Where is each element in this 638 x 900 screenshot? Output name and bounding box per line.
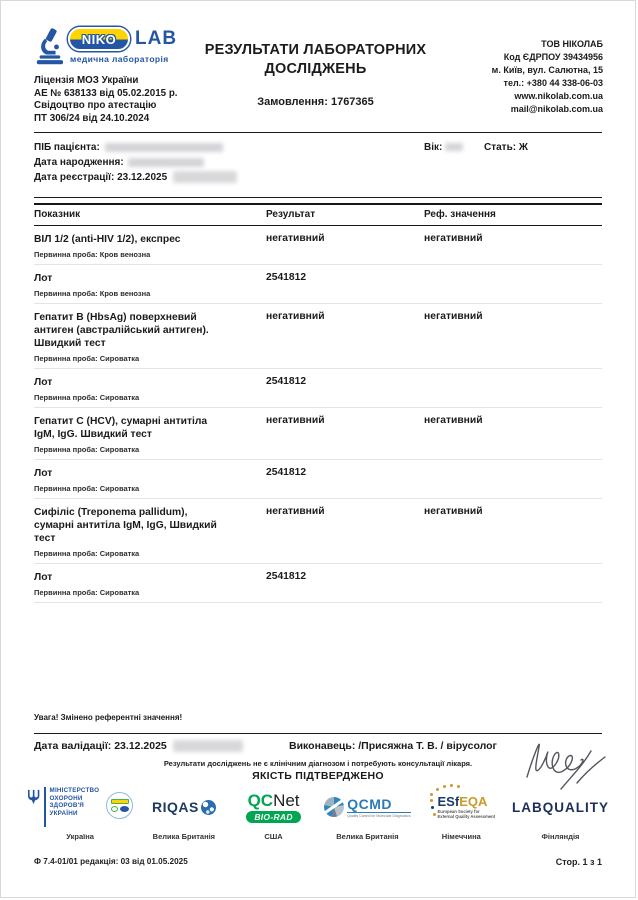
table-row (34, 226, 602, 265)
text-line: Ліцензія МОЗ України (34, 75, 139, 86)
text-line: Свідоцтво про атестацію (34, 100, 157, 111)
esfeqa-tagline-line1: European Society for (437, 808, 480, 814)
esfeqa-stars-icon (430, 793, 433, 796)
test-name: Гепатит C (HCV), сумарні антитіла IgM, IgG. Швидкий тест (34, 416, 208, 440)
qcnet-net-text: Net (273, 790, 300, 810)
column-header-ref: Реф. значення (424, 209, 496, 220)
page-number: Стор. 1 з 1 (555, 857, 602, 867)
table-body (34, 226, 602, 603)
registration-date: 23.12.2025 (117, 172, 168, 183)
qcmd-swirl-icon (324, 797, 344, 817)
test-result: 2541812 (266, 272, 307, 283)
sample-type: Первинна проба: Кров венозна (34, 289, 151, 298)
test-result-cell (266, 311, 424, 363)
logo-moh-ukraine (27, 784, 133, 841)
test-name-cell (34, 311, 266, 363)
text-line: МІНІСТЕРСТВО (49, 787, 100, 794)
signature (517, 727, 609, 795)
test-ref-cell (424, 272, 602, 298)
test-result-cell (266, 233, 424, 259)
redacted-birth-date (128, 158, 204, 167)
company-contacts (492, 38, 603, 116)
biorad-wordmark: BIO-RAD (246, 811, 300, 823)
globe-icon (201, 800, 216, 815)
redacted-validation-time (173, 740, 243, 752)
text-line: УКРАЇНИ (49, 809, 78, 817)
accreditation-seal-icon (106, 792, 133, 819)
table-row (34, 369, 602, 408)
report-title-line2: ДОСЛІДЖЕНЬ (264, 61, 367, 77)
logo-country: Німеччина (441, 832, 481, 841)
test-name-cell (34, 272, 266, 298)
text-line: ПТ 306/24 від 24.10.2024 (34, 112, 150, 124)
test-name: Лот (34, 468, 53, 479)
brand-tagline: медична лабораторія (70, 54, 169, 64)
text-line: mail@nikolab.com.ua (510, 104, 603, 114)
niko-logo-pill (68, 27, 130, 51)
header-divider (34, 132, 602, 133)
sample-type: Первинна проба: Сироватка (34, 445, 140, 454)
test-result-cell (266, 571, 424, 597)
test-name-cell (34, 376, 266, 402)
redacted-age (445, 143, 463, 151)
labquality-wordmark: LABQUALITY (511, 799, 609, 815)
order-number: 1767365 (330, 96, 374, 108)
test-result: 2541812 (266, 467, 307, 478)
quality-confirmed-title: ЯКІСТЬ ПІДТВЕРДЖЕНО (252, 770, 384, 782)
age-label: Вік: (424, 142, 443, 153)
sample-type: Первинна проба: Сироватка (34, 549, 140, 558)
text-line: Код ЄДРПОУ 39434956 (503, 52, 603, 62)
reference-change-notice: Увага! Змінено референтні значення! (34, 713, 183, 722)
validation-date-label: Дата валідації: (34, 740, 112, 752)
results-table (34, 203, 602, 603)
birth-date-label: Дата народження: (34, 157, 124, 168)
reference-value: негативний (424, 233, 483, 244)
table-header-row (34, 203, 602, 226)
text-line: м. Київ, вул. Салютна, 15 (491, 65, 603, 75)
report-title-line1: РЕЗУЛЬТАТИ ЛАБОРАТОРНИХ (204, 42, 427, 58)
test-result: 2541812 (266, 571, 307, 582)
esfeqa-tagline-line2: External Quality Assessment (437, 814, 496, 819)
text-line: ТОВ НІКОЛАБ (541, 39, 603, 49)
qcmd-wordmark: QCMD (347, 797, 410, 813)
logo-country: Фінляндія (541, 832, 580, 841)
disclaimer-text: Результати досліджень не є клінічним діагнозом і потребують консультації лікаря. (163, 759, 473, 768)
logo-qcmd (324, 784, 410, 841)
test-result-cell (266, 467, 424, 493)
sample-type: Первинна проба: Сироватка (34, 354, 140, 363)
text-line: www.nikolab.com.ua (514, 91, 603, 101)
sex-value: Ж (518, 142, 528, 153)
test-result: негативний (266, 311, 325, 322)
test-result-cell (266, 376, 424, 402)
ministry-name (50, 787, 100, 817)
redacted-patient-name (105, 143, 223, 152)
test-result: негативний (266, 506, 325, 517)
test-ref-cell (424, 415, 602, 454)
test-name: ВІЛ 1/2 (anti-HIV 1/2), експрес (34, 234, 181, 245)
text-line: ЗДОРОВ'Я (49, 802, 85, 810)
reference-value: негативний (424, 311, 483, 322)
patient-info (34, 140, 602, 185)
test-result-cell (266, 506, 424, 558)
order-label: Замовлення: (257, 96, 328, 108)
sex-label: Стать: (484, 142, 517, 153)
text-line: тел.: +380 44 338-06-03 (503, 78, 603, 88)
logo-country: Велика Британія (152, 832, 216, 841)
patient-name-label: ПІБ пацієнта: (34, 142, 100, 153)
esfeqa-eqa-text: EQA (459, 793, 488, 809)
validation-date: 23.12.2025 (114, 740, 167, 752)
test-name-cell (34, 233, 266, 259)
test-ref-cell (424, 311, 602, 363)
logo-riqas (145, 784, 223, 841)
sample-type: Первинна проба: Сироватка (34, 588, 140, 597)
redacted-registration-time (173, 171, 237, 183)
logo-country: Велика Британія (336, 832, 399, 841)
test-name-cell (34, 467, 266, 493)
column-header-result: Результат (266, 209, 316, 220)
table-row (34, 265, 602, 304)
executor-name: Виконавець: /Присяжна Т. В. / вірусолог (289, 740, 497, 752)
test-name: Лот (34, 377, 53, 388)
test-name: Лот (34, 572, 53, 583)
logo-country: Україна (66, 832, 94, 841)
test-ref-cell (424, 233, 602, 259)
test-result: негативний (266, 233, 325, 244)
text-line: АЕ № 638133 від 05.02.2015 р. (34, 87, 178, 99)
niko-logo-text: NIKO (81, 31, 117, 47)
sample-type: Первинна проба: Сироватка (34, 484, 140, 493)
test-name-cell (34, 506, 266, 558)
test-name: Лот (34, 273, 53, 284)
table-row (34, 408, 602, 460)
reference-value: негативний (424, 415, 483, 426)
form-code: Ф 7.4-01/01 редакція: 03 від 01.05.2025 (34, 857, 188, 866)
sample-type: Первинна проба: Кров венозна (34, 250, 151, 259)
test-result-cell (266, 272, 424, 298)
table-row (34, 499, 602, 564)
registration-date-label: Дата реєстрації: (34, 172, 115, 183)
test-ref-cell (424, 376, 602, 402)
test-ref-cell (424, 506, 602, 558)
test-result-cell (266, 415, 424, 454)
test-result: негативний (266, 415, 325, 426)
table-row (34, 564, 602, 603)
test-name-cell (34, 571, 266, 597)
column-header-name: Показник (34, 209, 81, 220)
riqas-wordmark: RIQAS (151, 799, 199, 815)
microscope-icon (34, 27, 64, 65)
qcmd-tagline: Quality Control for Molecular Diagnostics (347, 813, 411, 818)
test-name-cell (34, 415, 266, 454)
sample-type: Первинна проба: Сироватка (34, 393, 140, 402)
table-row (34, 460, 602, 499)
logo-qcnet-biorad (235, 784, 313, 841)
table-row (34, 304, 602, 369)
test-ref-cell (424, 571, 602, 597)
qcnet-qc-text: QC (247, 790, 274, 810)
test-name: Сифіліс (Treponema pallidum), сумарні антитіла IgM, IgG, Швидкий тест (34, 507, 217, 544)
lab-logo-text: LAB (135, 28, 178, 49)
patient-divider (34, 197, 602, 198)
esfeqa-esf-text: ESf (437, 793, 460, 809)
logo-country: США (264, 832, 283, 841)
text-line: ОХОРОНИ (49, 794, 83, 802)
test-result: 2541812 (266, 376, 307, 387)
order-number-line (176, 96, 455, 108)
test-ref-cell (424, 467, 602, 493)
trident-icon (27, 787, 40, 807)
reference-value: негативний (424, 506, 483, 517)
divider (44, 787, 46, 827)
logo-esfeqa (422, 784, 500, 841)
test-name: Гепатит B (HbsAg) поверхневий антиген (австралійський антиген). Швидкий тест (34, 312, 209, 349)
